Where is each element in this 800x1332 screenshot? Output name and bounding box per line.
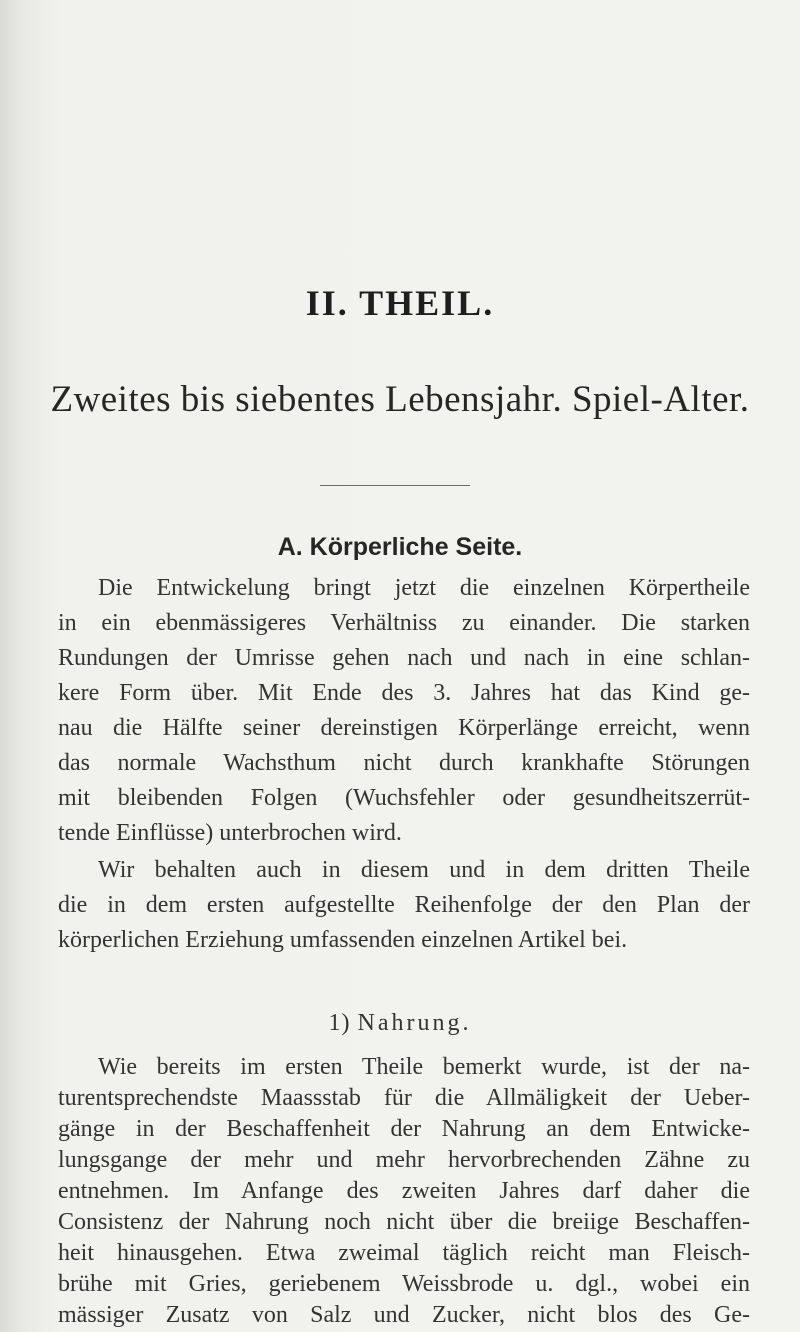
paragraph2-line: die in dem ersten aufgestellte Reihenfolge der den Plan der: [58, 892, 750, 918]
chapter-title: Zweites bis siebentes Lebensjahr. Spiel-Alter.: [50, 379, 750, 420]
paragraph1-line: in ein ebenmässigeres Verhältniss zu einander. Die starken: [58, 610, 750, 636]
subsection-heading: [0, 1010, 800, 1037]
paragraph3-line: entnehmen. Im Anfange des zweiten Jahres darf daher die: [58, 1178, 750, 1204]
subsection-title: Nahrung.: [357, 1010, 472, 1036]
divider-rule: [320, 485, 470, 486]
subsection-number: 1): [328, 1010, 351, 1036]
paragraph3-line: brühe mit Gries, geriebenem Weissbrode u. dgl., wobei ein: [58, 1271, 750, 1297]
paragraph3-line: turentsprechendste Maassstab für die Allmäligkeit der Ueber-: [58, 1085, 750, 1111]
paragraph1-line: nau die Hälfte seiner dereinstigen Körperlänge erreicht, wenn: [58, 715, 750, 741]
paragraph1-line: tende Einflüsse) unterbrochen wird.: [58, 820, 402, 846]
paragraph3-line: mässiger Zusatz von Salz und Zucker, nicht blos des Ge-: [58, 1302, 750, 1328]
paragraph3-line: lungsgange der mehr und mehr hervorbrechenden Zähne zu: [58, 1147, 750, 1173]
paragraph1-line: Rundungen der Umrisse gehen nach und nach in eine schlan-: [58, 645, 750, 671]
paragraph3-line: gänge in der Beschaffenheit der Nahrung an dem Entwicke-: [58, 1116, 750, 1142]
paragraph2-line: Wir behalten auch in diesem und in dem dritten Theile: [98, 857, 750, 883]
paragraph3-line: Wie bereits im ersten Theile bemerkt wurde, ist der na-: [98, 1054, 750, 1080]
paragraph3-line: Consistenz der Nahrung noch nicht über die breiige Beschaffen-: [58, 1209, 750, 1235]
paragraph1-line: mit bleibenden Folgen (Wuchsfehler oder gesundheitszerrüt-: [58, 785, 750, 811]
part-title: II. THEIL.: [305, 283, 495, 323]
paragraph3-line: heit hinausgehen. Etwa zweimal täglich reicht man Fleisch-: [58, 1240, 750, 1266]
section-heading: A. Körperliche Seite.: [277, 533, 523, 561]
paragraph2-line: körperlichen Erziehung umfassenden einzelnen Artikel bei.: [58, 927, 628, 953]
paragraph1-line: kere Form über. Mit Ende des 3. Jahres hat das Kind ge-: [58, 680, 750, 706]
paragraph1-line: Die Entwickelung bringt jetzt die einzelnen Körpertheile: [98, 575, 750, 601]
paragraph1-line: das normale Wachsthum nicht durch krankhafte Störungen: [58, 750, 750, 776]
